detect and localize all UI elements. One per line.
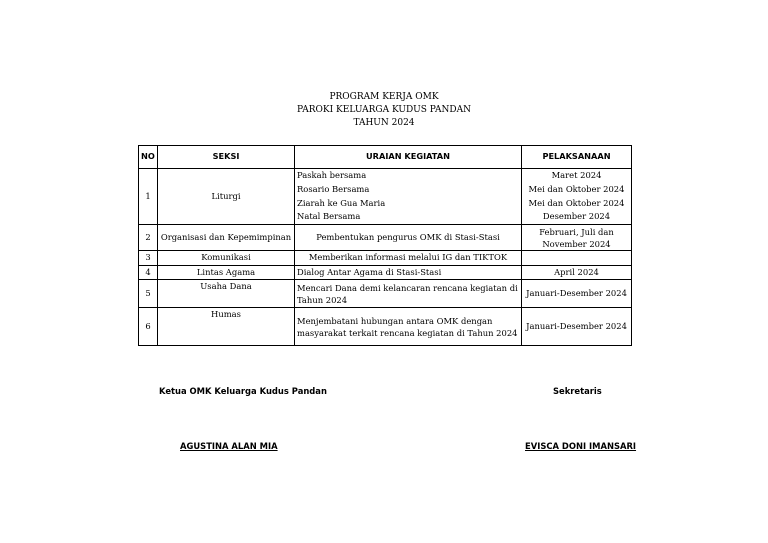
table-row bbox=[139, 265, 632, 280]
column-header-pelaksanaan: PELAKSANAAN bbox=[522, 146, 632, 169]
row-seksi: Humas bbox=[158, 308, 295, 346]
row-seksi: Lintas Agama bbox=[158, 265, 295, 280]
kegiatan-line: Rosario Bersama bbox=[297, 183, 370, 194]
table-row bbox=[139, 251, 632, 266]
kegiatan-line: Mencari Dana demi kelancaran rencana kegiatan di bbox=[297, 282, 518, 293]
pelaksanaan-line: Desember 2024 bbox=[542, 211, 611, 222]
row-pelaksanaan: Januari-Desember 2024 bbox=[522, 280, 632, 308]
row-seksi: Organisasi dan Kepemimpinan bbox=[158, 225, 295, 251]
row-kegiatan bbox=[295, 308, 522, 346]
chairman-name: AGUSTINA ALAN MIA bbox=[180, 441, 278, 451]
row-number: 6 bbox=[139, 308, 158, 346]
row-seksi: Komunikasi bbox=[158, 251, 295, 266]
row-seksi: Liturgi bbox=[158, 169, 295, 225]
program-table bbox=[138, 145, 632, 346]
kegiatan-line: Paskah bersama bbox=[297, 170, 367, 181]
pelaksanaan-line: Mei dan Oktober 2024 bbox=[528, 197, 625, 208]
row-pelaksanaan bbox=[522, 251, 632, 266]
row-number: 1 bbox=[139, 169, 158, 225]
row-number: 3 bbox=[139, 251, 158, 266]
header-year: TAHUN 2024 bbox=[353, 118, 415, 128]
row-number: 5 bbox=[139, 280, 158, 308]
row-pelaksanaan bbox=[522, 225, 632, 251]
column-header-seksi: SEKSI bbox=[158, 146, 295, 169]
chairman-title: Ketua OMK Keluarga Kudus Pandan bbox=[159, 386, 327, 396]
table-header-row bbox=[139, 146, 632, 169]
kegiatan-line: Natal Bersama bbox=[297, 211, 361, 222]
row-number: 4 bbox=[139, 265, 158, 280]
table-row bbox=[139, 308, 632, 346]
pelaksanaan-line: Mei dan Oktober 2024 bbox=[528, 183, 625, 194]
kegiatan-line: Menjembatani hubungan antara OMK dengan bbox=[297, 315, 493, 326]
pelaksanaan-line: Maret 2024 bbox=[551, 170, 602, 181]
row-kegiatan: Dialog Antar Agama di Stasi-Stasi bbox=[295, 265, 522, 280]
row-kegiatan: Memberikan informasi melalui IG dan TIKTOK bbox=[295, 251, 522, 266]
pelaksanaan-line: November 2024 bbox=[542, 238, 611, 249]
secretary-title: Sekretaris bbox=[553, 386, 602, 396]
table-row bbox=[139, 225, 632, 251]
row-pelaksanaan bbox=[522, 169, 632, 225]
row-pelaksanaan: April 2024 bbox=[522, 265, 632, 280]
column-header-no: NO bbox=[139, 146, 158, 169]
secretary-name: EVISCA DONI IMANSARI bbox=[525, 441, 637, 451]
kegiatan-line: masyarakat terkait rencana kegiatan di Tahun 2024 bbox=[297, 327, 518, 338]
row-pelaksanaan: Januari-Desember 2024 bbox=[522, 308, 632, 346]
header-title: PROGRAM KERJA OMK bbox=[329, 92, 439, 102]
row-kegiatan bbox=[295, 280, 522, 308]
row-kegiatan bbox=[295, 169, 522, 225]
kegiatan-line: Tahun 2024 bbox=[297, 294, 348, 305]
table-row bbox=[139, 169, 632, 225]
header-parish: PAROKI KELUARGA KUDUS PANDAN bbox=[297, 105, 471, 115]
kegiatan-line: Ziarah ke Gua Maria bbox=[297, 197, 386, 208]
pelaksanaan-line: Februari, Juli dan bbox=[539, 226, 614, 237]
row-seksi: Usaha Dana bbox=[158, 280, 295, 308]
column-header-uraian: URAIAN KEGIATAN bbox=[295, 146, 522, 169]
document-header bbox=[0, 91, 768, 130]
row-kegiatan: Pembentukan pengurus OMK di Stasi-Stasi bbox=[295, 225, 522, 251]
table-row bbox=[139, 280, 632, 308]
row-number: 2 bbox=[139, 225, 158, 251]
